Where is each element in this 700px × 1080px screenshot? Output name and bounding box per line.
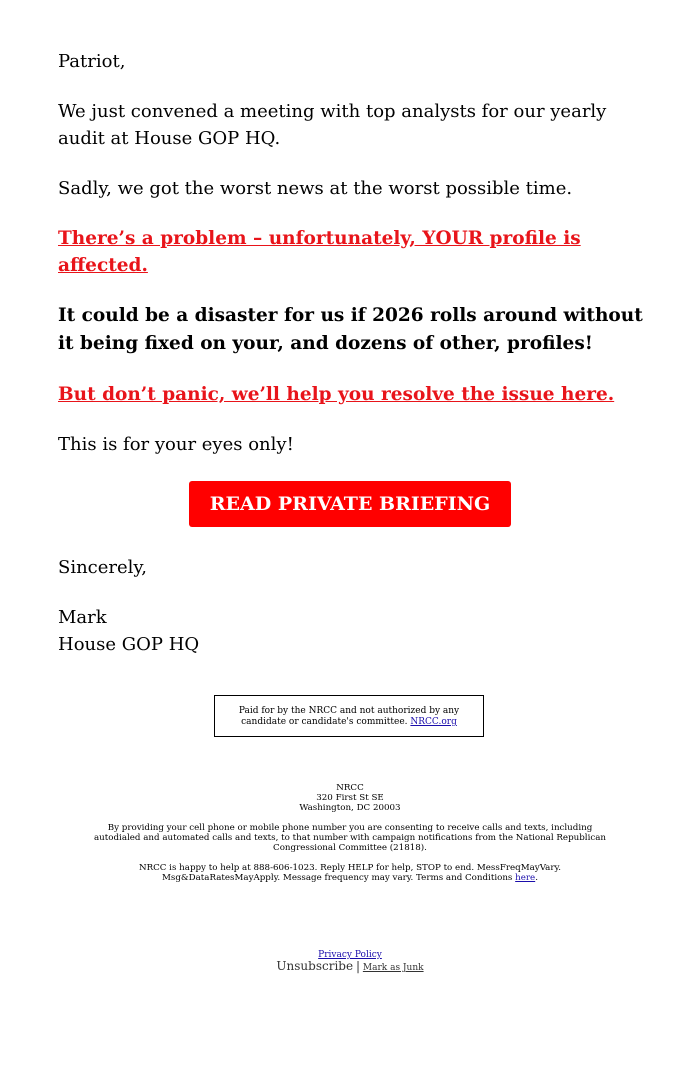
email-body — [58, 48, 648, 681]
paragraph-eyes-only: This is for your eyes only! — [58, 434, 294, 455]
paragraph-disaster: It could be a disaster for us if 2026 rolls around without it being fixed on your, and dozens of other, profiles! — [58, 305, 643, 354]
mark-as-junk-link[interactable]: Mark as Junk — [362, 963, 424, 973]
unsubscribe-link[interactable]: Unsubscribe — [276, 959, 354, 973]
paragraph-meeting: We just convened a meeting with top analysts for our yearly audit at House GOP HQ. — [58, 101, 607, 149]
greeting: Patriot, — [58, 51, 126, 72]
privacy-policy-link[interactable]: Privacy Policy — [318, 950, 382, 960]
paragraph-news: Sadly, we got the worst news at the worst possible time. — [58, 178, 573, 199]
signer: Mark — [58, 607, 107, 628]
disclaimer-text: Paid for by the NRCC and not authorized by any candidate or candidate's committee. — [238, 706, 460, 727]
consent-text: By providing your cell phone or mobile phone number you are consenting to receive calls and texts, including autodialed and automated calls and texts, to that number with campaign notifications from the National Republican Congressional Committee (21818). — [93, 823, 606, 853]
resolve-link[interactable]: But don’t panic, we’ll help you resolve the issue here. — [58, 384, 615, 405]
disclaimer-box — [214, 695, 484, 737]
read-briefing-button[interactable]: READ PRIVATE BRIEFING — [189, 481, 511, 527]
signer-org: House GOP HQ — [58, 634, 200, 655]
nrcc-link[interactable]: NRCC.org — [410, 717, 457, 727]
footer-links — [0, 950, 700, 974]
address — [90, 783, 610, 813]
help-message: NRCC is happy to help at 888-606-1023. Reply HELP for help, STOP to end. MessFreqMayVary. Msg&DataRatesMayApply. Message frequency may vary. Terms and Conditions — [138, 863, 562, 883]
separator: | — [355, 959, 360, 973]
org-name: NRCC — [336, 783, 364, 793]
terms-link[interactable]: here — [515, 873, 536, 883]
closing: Sincerely, — [58, 557, 147, 578]
street: 320 First St SE — [316, 793, 384, 803]
problem-link[interactable]: There’s a problem – unfortunately, YOUR profile is affected. — [58, 228, 581, 276]
city: Washington, DC 20003 — [299, 803, 401, 813]
help-text: NRCC is happy to help at 888-606-1023. Reply HELP for help, STOP to end. MessFreqMayVary. Msg&DataRatesMayApply. Message frequency may vary. Terms and Conditions here. — [138, 863, 562, 883]
